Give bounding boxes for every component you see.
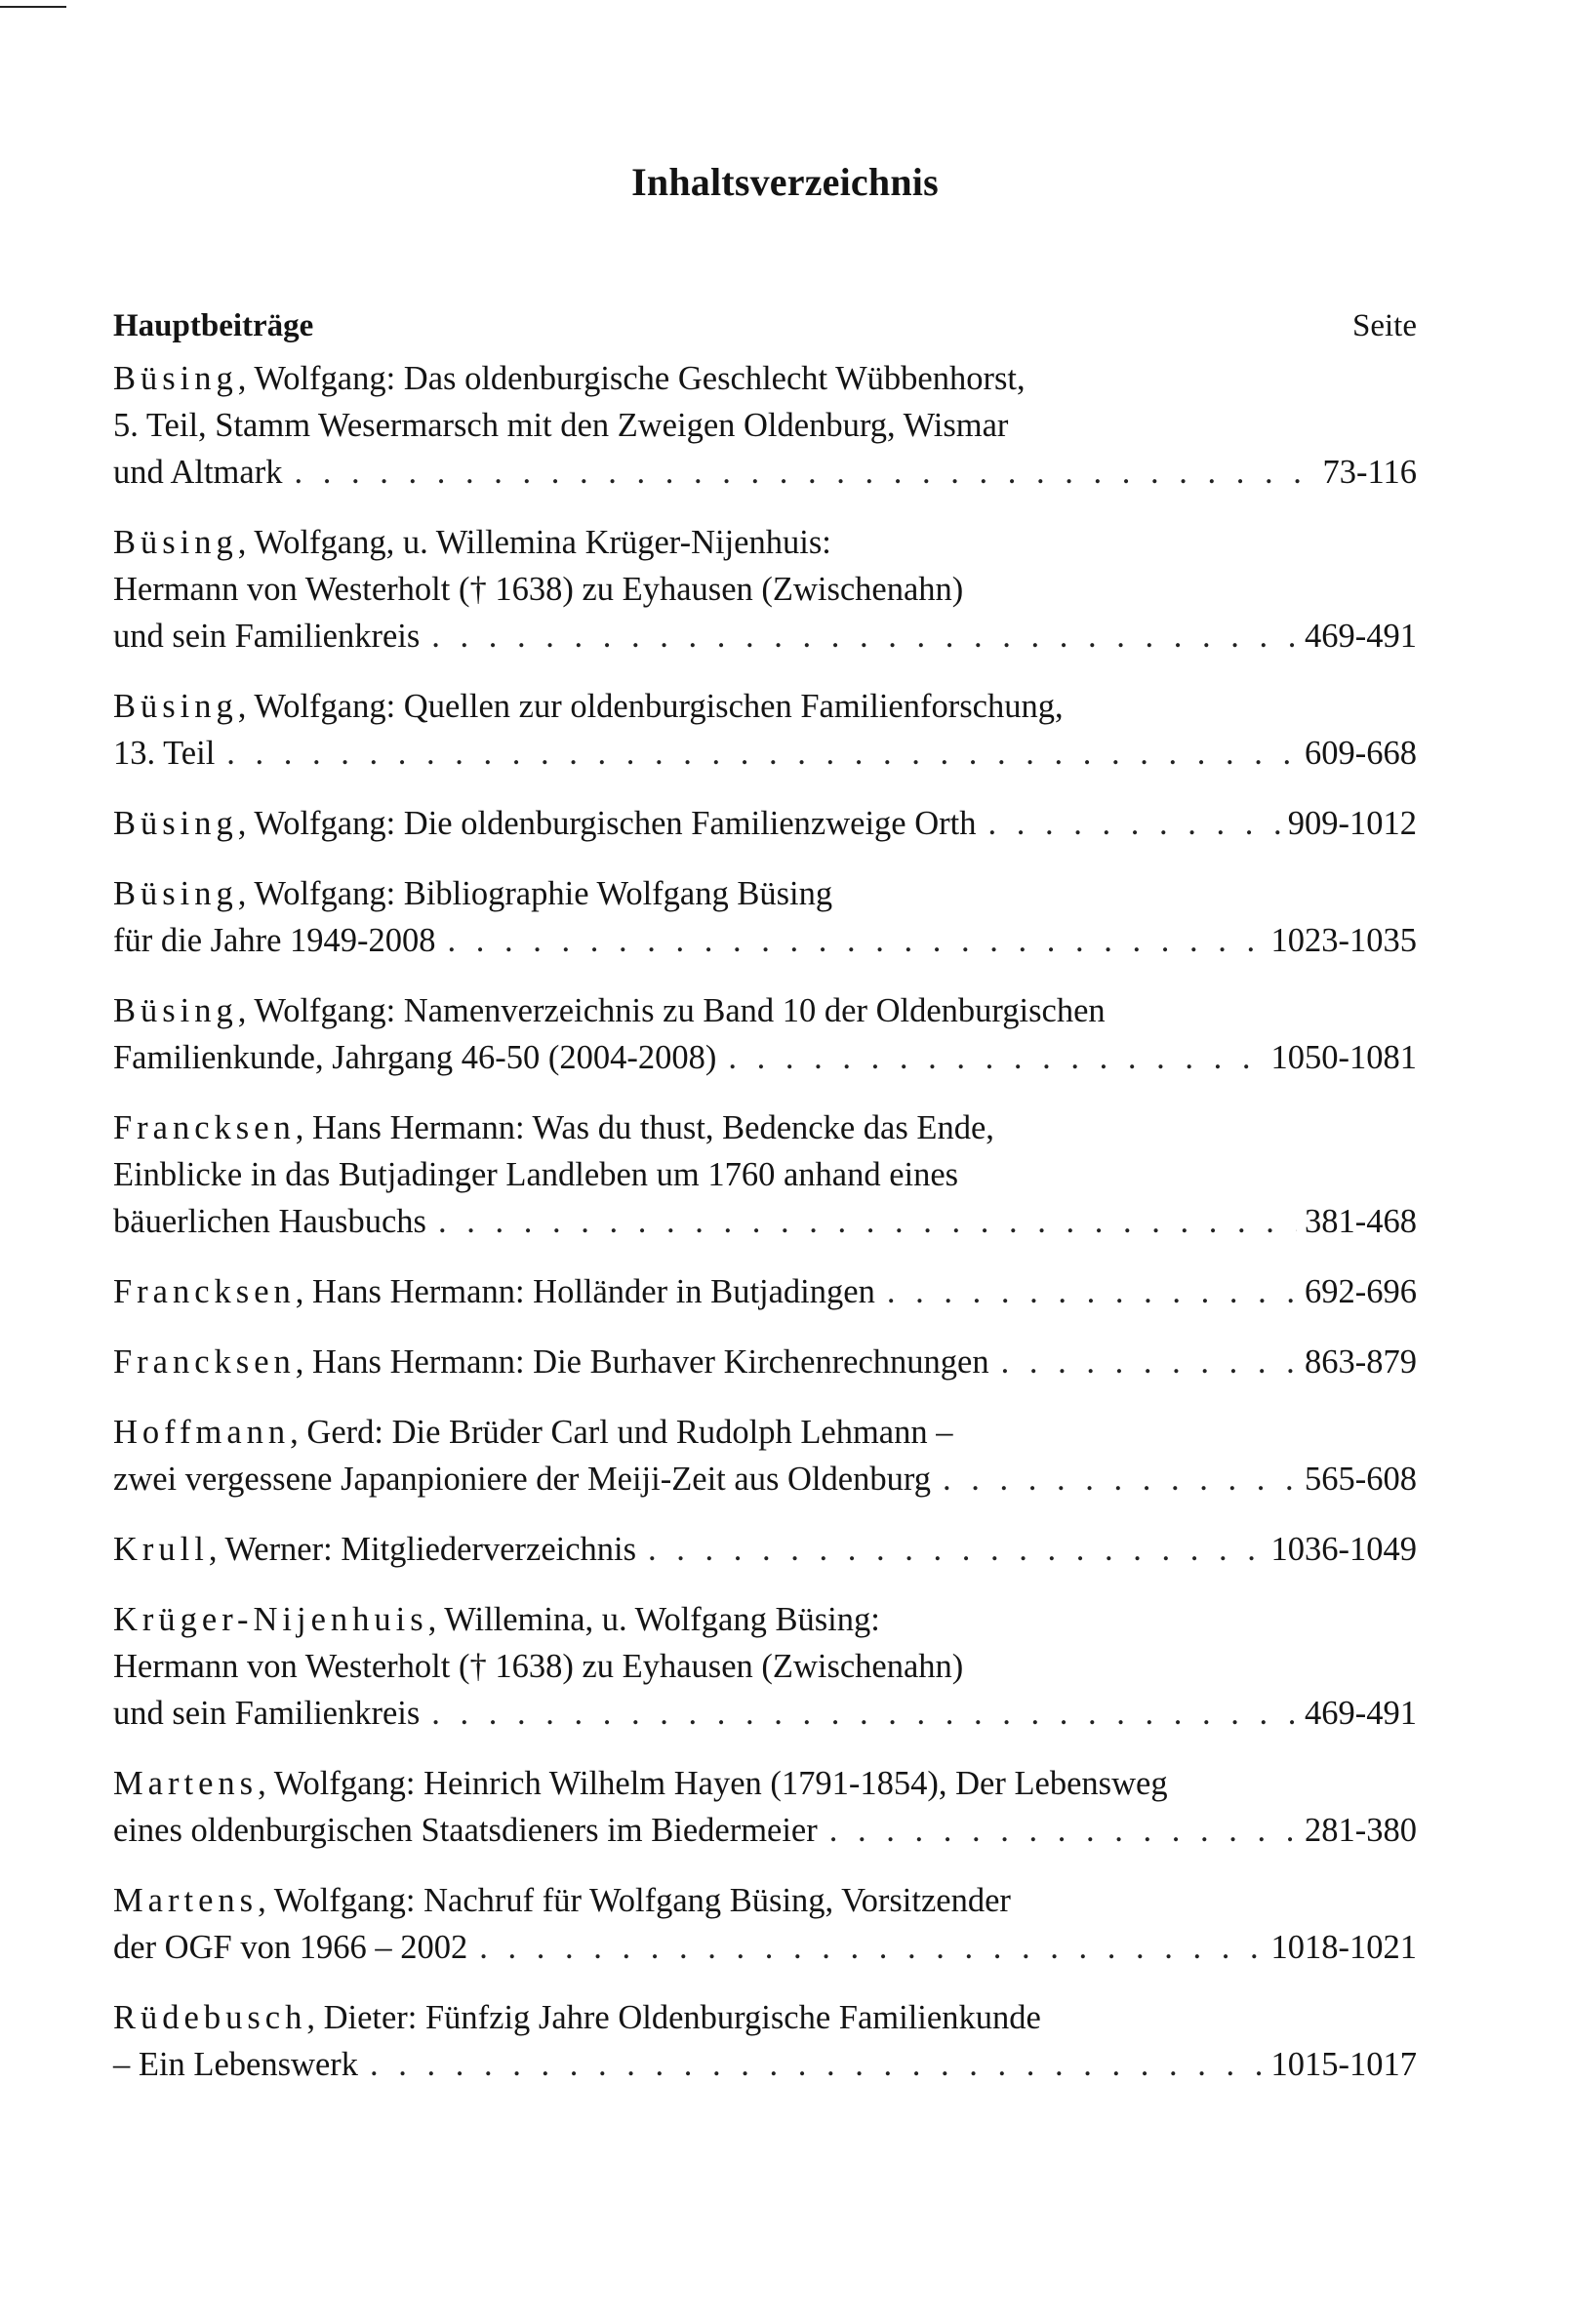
toc-entry — [113, 1409, 1417, 1503]
toc-entry-line — [113, 987, 1417, 1034]
toc-entry — [113, 870, 1417, 964]
entry-text: und Altmark — [113, 454, 283, 491]
entry-text: zwei vergessene Japanpioniere der Meiji-Zeit aus Oldenburg — [113, 1461, 931, 1498]
entry-text: Hermann von Westerholt († 1638) zu Eyhausen (Zwischenahn) — [113, 571, 964, 608]
toc-entry-text — [113, 730, 215, 777]
dot-leader — [431, 613, 1297, 660]
toc-entry-text — [113, 1034, 716, 1081]
author-name: Rüdebusch — [113, 1999, 307, 2036]
toc-entry-text — [113, 613, 420, 660]
entry-text: – Ein Lebenswerk — [113, 2046, 359, 2083]
toc-entry-line — [113, 683, 1417, 730]
toc-entry-text — [113, 1526, 636, 1573]
toc-entry-final-line — [113, 1807, 1417, 1854]
toc-entry — [113, 1877, 1417, 1971]
entry-text: 13. Teil — [113, 735, 216, 772]
dot-leader — [728, 1034, 1263, 1081]
page-range: 609-668 — [1305, 735, 1417, 772]
page-range: 1036-1049 — [1270, 1531, 1417, 1568]
entry-text: der OGF von 1966 – 2002 — [113, 1929, 468, 1966]
toc-entry-line — [113, 1104, 1417, 1151]
page-range: 1015-1017 — [1270, 2046, 1417, 2083]
dot-leader — [226, 730, 1297, 777]
entry-text: 5. Teil, Stamm Wesermarsch mit den Zweigen Oldenburg, Wismar — [113, 407, 1009, 444]
page-range: 469-491 — [1305, 618, 1417, 655]
entry-text: , Wolfgang: Nachruf für Wolfgang Büsing, Vorsitzender — [258, 1882, 1011, 1919]
toc-entry-final-line — [113, 1268, 1417, 1315]
author-name: Francksen — [113, 1109, 296, 1146]
author-name: Büsing — [113, 688, 238, 725]
entry-text: , Wolfgang: Heinrich Wilhelm Hayen (1791-1854), Der Lebensweg — [258, 1765, 1168, 1802]
toc-entry-text — [113, 1339, 989, 1385]
author-name: Francksen — [113, 1343, 296, 1381]
page-range: 692-696 — [1305, 1273, 1417, 1310]
toc-entries — [113, 355, 1417, 2088]
author-name: Büsing — [113, 992, 238, 1029]
toc-entry-text — [113, 1198, 426, 1245]
entry-text: für die Jahre 1949-2008 — [113, 922, 436, 959]
dot-leader — [438, 1198, 1297, 1245]
dot-leader — [943, 1456, 1297, 1503]
toc-entry-line — [113, 1643, 1417, 1690]
author-name: Martens — [113, 1765, 259, 1802]
toc-entry-final-line — [113, 613, 1417, 660]
author-name: Krull — [113, 1531, 209, 1568]
toc-entry — [113, 355, 1417, 496]
toc-entry-final-line — [113, 1198, 1417, 1245]
entry-text: bäuerlichen Hausbuchs — [113, 1203, 426, 1240]
toc-entry — [113, 519, 1417, 660]
toc-entry-line — [113, 355, 1417, 402]
author-name: Büsing — [113, 524, 238, 561]
page-range: 281-380 — [1305, 1812, 1417, 1849]
toc-entry-final-line — [113, 2041, 1417, 2088]
toc-entry-text — [113, 360, 1026, 397]
dot-leader — [1001, 1339, 1297, 1385]
page-range: 73-116 — [1322, 454, 1417, 491]
toc-entry-text — [113, 449, 282, 496]
toc-entry-text — [113, 571, 963, 608]
page-range: 863-879 — [1305, 1343, 1417, 1381]
toc-entry-line — [113, 566, 1417, 613]
toc-entry-text — [113, 800, 976, 847]
toc-entry-text — [113, 1882, 1011, 1919]
toc-entry-text — [113, 1109, 994, 1146]
toc-entry-final-line — [113, 730, 1417, 777]
entry-text: , Wolfgang: Namenverzeichnis zu Band 10 der Oldenburgischen — [237, 992, 1106, 1029]
entry-text: , Wolfgang: Die oldenburgischen Familienzweige Orth — [237, 805, 977, 842]
dot-leader — [431, 1690, 1297, 1737]
dot-leader — [648, 1526, 1263, 1573]
entry-text: , Werner: Mitgliederverzeichnis — [208, 1531, 637, 1568]
entry-text: , Hans Hermann: Die Burhaver Kirchenrechnungen — [295, 1343, 989, 1381]
dot-leader — [294, 449, 1314, 496]
entry-text: , Dieter: Fünfzig Jahre Oldenburgische Familienkunde — [306, 1999, 1041, 2036]
dot-leader — [829, 1807, 1297, 1854]
author-name: Büsing — [113, 875, 238, 912]
entry-text: und sein Familienkreis — [113, 1695, 421, 1732]
toc-entry — [113, 1339, 1417, 1385]
toc-entry-text — [113, 1648, 963, 1685]
toc-entry-line — [113, 1409, 1417, 1456]
toc-entry-text — [113, 1156, 958, 1193]
toc-entry-text — [113, 407, 1008, 444]
toc-entry-final-line — [113, 1456, 1417, 1503]
toc-entry-text — [113, 1456, 931, 1503]
dot-leader — [479, 1924, 1263, 1971]
toc-entry-text — [113, 1268, 875, 1315]
toc-entry-final-line — [113, 1924, 1417, 1971]
page-range: 565-608 — [1305, 1461, 1417, 1498]
toc-entry-line — [113, 1877, 1417, 1924]
toc-entry-text — [113, 1414, 953, 1451]
toc-entry-line — [113, 402, 1417, 449]
pages-column-label: Seite — [1352, 308, 1417, 343]
section-title: Hauptbeiträge — [113, 308, 314, 343]
toc-entry — [113, 1104, 1417, 1245]
author-name: Krüger-Nijenhuis — [113, 1601, 428, 1638]
author-name: Francksen — [113, 1273, 296, 1310]
section-header — [113, 308, 1417, 355]
toc-content — [113, 308, 1417, 2111]
toc-entry-line — [113, 519, 1417, 566]
toc-entry-final-line — [113, 917, 1417, 964]
entry-text: , Wolfgang: Bibliographie Wolfgang Büsing — [237, 875, 833, 912]
toc-entry — [113, 800, 1417, 847]
entry-text: Familienkunde, Jahrgang 46-50 (2004-2008) — [113, 1039, 717, 1076]
toc-entry-final-line — [113, 1034, 1417, 1081]
entry-text: , Wolfgang, u. Willemina Krüger-Nijenhuis: — [237, 524, 831, 561]
entry-text: und sein Familienkreis — [113, 618, 421, 655]
toc-entry-line — [113, 1596, 1417, 1643]
page-range: 1018-1021 — [1270, 1929, 1417, 1966]
entry-text: , Hans Hermann: Holländer in Butjadingen — [295, 1273, 875, 1310]
toc-entry-final-line — [113, 449, 1417, 496]
toc-entry-text — [113, 1807, 818, 1854]
toc-entry-text — [113, 524, 831, 561]
toc-entry — [113, 1994, 1417, 2088]
toc-entry-line — [113, 1760, 1417, 1807]
page-range: 1050-1081 — [1270, 1039, 1417, 1076]
toc-entry-text — [113, 917, 436, 964]
toc-entry — [113, 1760, 1417, 1854]
dot-leader — [887, 1268, 1297, 1315]
toc-entry-final-line — [113, 800, 1417, 847]
toc-entry-text — [113, 1765, 1168, 1802]
author-name: Büsing — [113, 805, 238, 842]
page-title: Inhaltsverzeichnis — [631, 159, 939, 204]
entry-text: , Willemina, u. Wolfgang Büsing: — [427, 1601, 880, 1638]
page-range: 1023-1035 — [1270, 922, 1417, 959]
toc-entry — [113, 683, 1417, 777]
page-range: 469-491 — [1305, 1695, 1417, 1732]
toc-entry-text — [113, 1999, 1041, 2036]
toc-entry — [113, 1526, 1417, 1573]
toc-entry-final-line — [113, 1339, 1417, 1385]
toc-entry — [113, 1268, 1417, 1315]
entry-text: Einblicke in das Butjadinger Landleben um 1760 anhand eines — [113, 1156, 959, 1193]
dot-leader — [987, 800, 1279, 847]
page-range: 381-468 — [1305, 1203, 1417, 1240]
dot-leader — [370, 2041, 1263, 2088]
toc-entry-text — [113, 688, 1064, 725]
toc-entry-line — [113, 1151, 1417, 1198]
entry-text: , Hans Hermann: Was du thust, Bedencke das Ende, — [295, 1109, 994, 1146]
toc-entry-line — [113, 1994, 1417, 2041]
entry-text: , Wolfgang: Quellen zur oldenburgischen Familienforschung, — [237, 688, 1064, 725]
toc-entry-text — [113, 1690, 420, 1737]
toc-entry — [113, 1596, 1417, 1737]
toc-entry-text — [113, 992, 1106, 1029]
toc-entry — [113, 987, 1417, 1081]
author-name: Hoffmann — [113, 1414, 291, 1451]
toc-entry-final-line — [113, 1690, 1417, 1737]
entry-text: eines oldenburgischen Staatsdieners im Biedermeier — [113, 1812, 818, 1849]
page-range: 909-1012 — [1287, 805, 1417, 842]
toc-entry-line — [113, 870, 1417, 917]
toc-entry-text — [113, 2041, 358, 2088]
entry-text: , Gerd: Die Brüder Carl und Rudolph Lehmann – — [290, 1414, 953, 1451]
toc-entry-text — [113, 875, 832, 912]
toc-entry-text — [113, 1924, 467, 1971]
dot-leader — [448, 917, 1264, 964]
toc-entry-text — [113, 1601, 880, 1638]
entry-text: , Wolfgang: Das oldenburgische Geschlecht Wübbenhorst, — [237, 360, 1026, 397]
author-name: Martens — [113, 1882, 259, 1919]
entry-text: Hermann von Westerholt († 1638) zu Eyhausen (Zwischenahn) — [113, 1648, 964, 1685]
corner-rule — [0, 6, 66, 8]
author-name: Büsing — [113, 360, 238, 397]
toc-entry-final-line — [113, 1526, 1417, 1573]
